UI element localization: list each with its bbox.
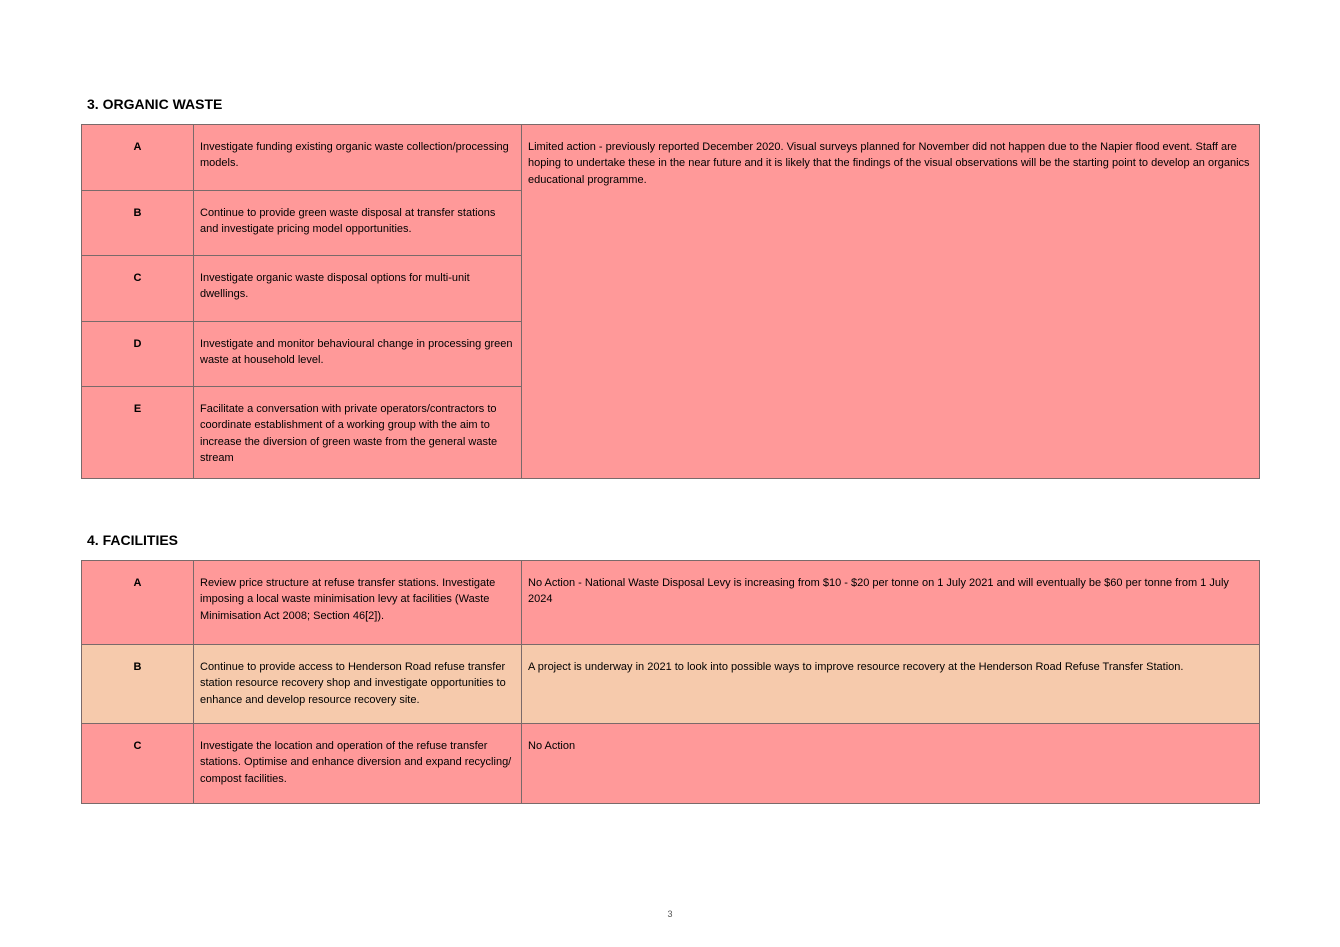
row-letter: C xyxy=(82,724,194,804)
row-action: Continue to provide green waste disposal at transfer stations and investigate pricing model opportunities. xyxy=(194,191,522,256)
row-status: A project is underway in 2021 to look into possible ways to improve resource recovery at the Henderson Road Refuse Transfer Station. xyxy=(522,645,1260,724)
row-action: Investigate the location and operation of the refuse transfer stations. Optimise and enhance diversion and expand recycling/ compost facilities. xyxy=(194,724,522,804)
row-letter: A xyxy=(82,125,194,191)
row-letter: E xyxy=(82,387,194,479)
row-letter: D xyxy=(82,322,194,387)
facilities-table xyxy=(81,560,1260,804)
section-title-facilities: 4. FACILITIES xyxy=(87,532,179,548)
row-letter: C xyxy=(82,256,194,322)
table-row xyxy=(82,561,1260,645)
row-action: Investigate and monitor behavioural change in processing green waste at household level. xyxy=(194,322,522,387)
organic-waste-table xyxy=(81,124,1260,479)
table-row xyxy=(82,125,1260,191)
row-status: No Action xyxy=(522,724,1260,804)
row-action: Continue to provide access to Henderson Road refuse transfer station resource recovery shop and investigate opportunities to enhance and develop resource recovery site. xyxy=(194,645,522,724)
row-letter: B xyxy=(82,191,194,256)
row-status: Limited action - previously reported December 2020. Visual surveys planned for November did not happen due to the Napier flood event. Staff are hoping to undertake these in the near future and it is likely that the findings of the visual observations will be the starting point to develop an organics educational programme. xyxy=(522,125,1260,479)
row-letter: B xyxy=(82,645,194,724)
table-row xyxy=(82,724,1260,804)
row-action: Investigate organic waste disposal options for multi-unit dwellings. xyxy=(194,256,522,322)
row-status: No Action - National Waste Disposal Levy is increasing from $10 - $20 per tonne on 1 July 2021 and will eventually be $60 per tonne from 1 July 2024 xyxy=(522,561,1260,645)
row-action: Facilitate a conversation with private operators/contractors to coordinate establishment of a working group with the aim to increase the diversion of green waste from the general waste stream xyxy=(194,387,522,479)
page-number: 3 xyxy=(667,909,673,919)
section-title-organic-waste: 3. ORGANIC WASTE xyxy=(87,96,223,112)
row-action: Investigate funding existing organic waste collection/processing models. xyxy=(194,125,522,191)
row-letter: A xyxy=(82,561,194,645)
row-action: Review price structure at refuse transfer stations. Investigate imposing a local waste minimisation levy at facilities (Waste Minimisation Act 2008; Section 46[2]). xyxy=(194,561,522,645)
table-row xyxy=(82,645,1260,724)
